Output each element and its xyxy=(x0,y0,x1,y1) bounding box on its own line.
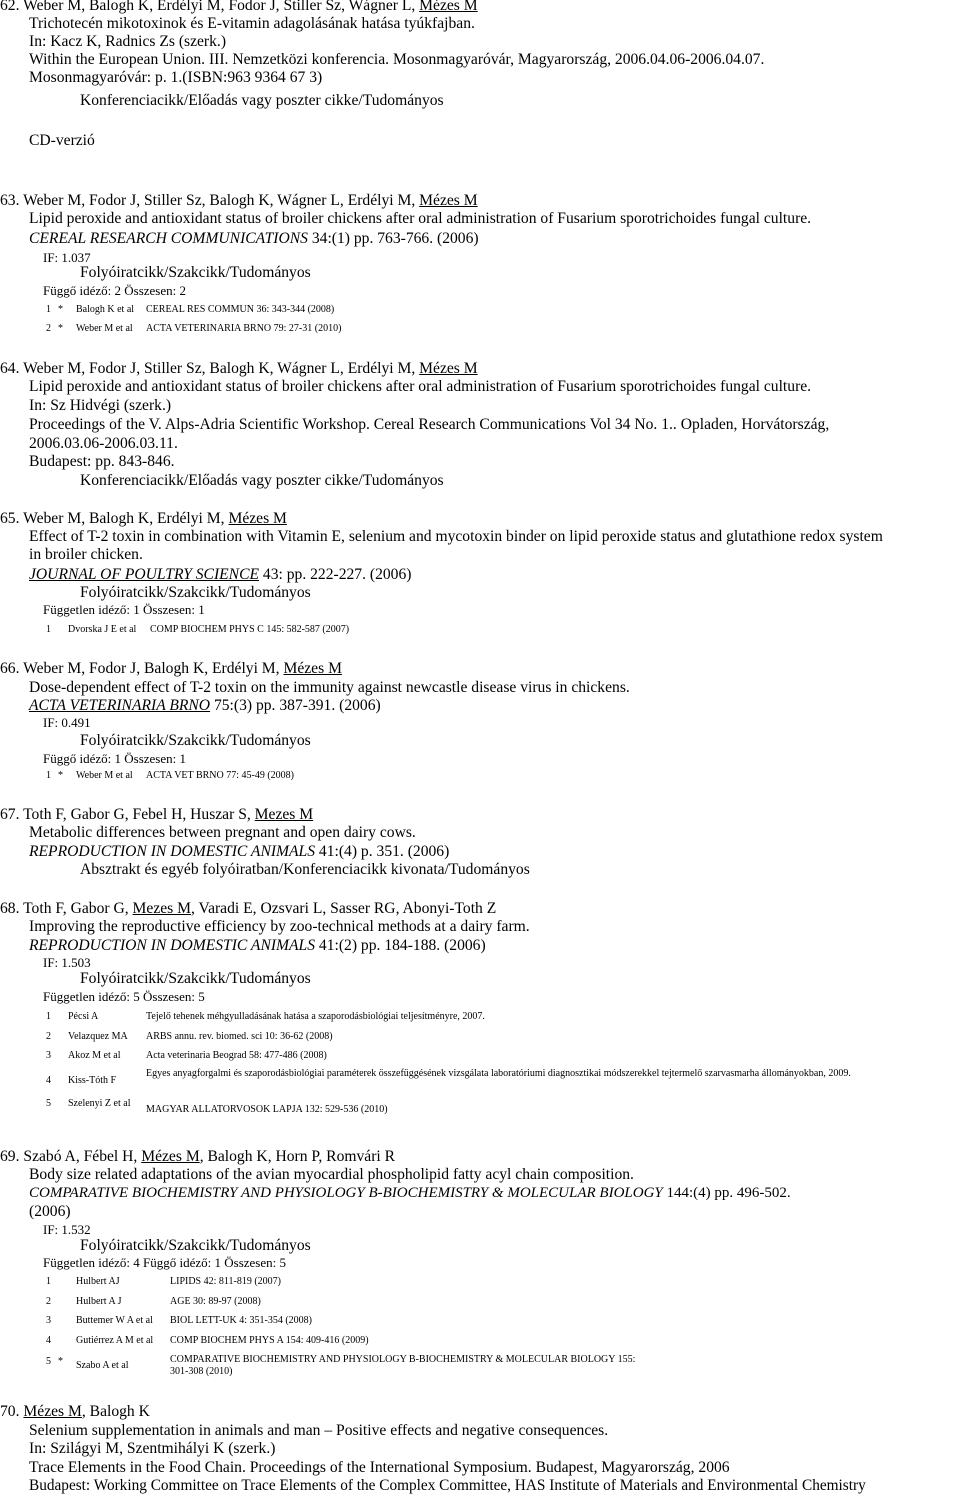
source-line: In: Sz Hidvégi (szerk.) xyxy=(29,397,172,414)
journal-line xyxy=(29,1184,791,1202)
citation-star: * xyxy=(58,304,63,315)
citation-author: Pécsi A xyxy=(68,1011,99,1022)
citation-ref: AGE 30: 89-97 (2008) xyxy=(170,1296,261,1307)
category: Folyóiratcikk/Szakcikk/Tudományos xyxy=(80,732,311,749)
source-line: Trace Elements in the Food Chain. Proceedings of the International Symposium. Budapest, Magyarország, 2006 xyxy=(29,1459,730,1476)
category: Konferenciacikk/Előadás vagy poszter cikke/Tudományos xyxy=(80,92,444,109)
author-link[interactable]: Mézes M xyxy=(141,1148,200,1165)
entry-67-header xyxy=(0,806,313,824)
citation-author: Akoz M et al xyxy=(68,1050,121,1061)
author-link[interactable]: Mézes M xyxy=(23,1403,82,1420)
author-link[interactable]: Mézes M xyxy=(419,0,478,14)
citation-summary: Független idéző: 1 Összesen: 1 xyxy=(43,602,205,617)
source-line: In: Szilágyi M, Szentmihályi K (szerk.) xyxy=(29,1440,276,1457)
journal[interactable]: ACTA VETERINARIA BRNO xyxy=(29,697,211,714)
citation-number: 3 xyxy=(46,1050,51,1061)
category: Folyóiratcikk/Szakcikk/Tudományos xyxy=(80,970,311,987)
author-link[interactable]: Mézes M xyxy=(228,510,287,527)
journal-line xyxy=(29,566,411,584)
journal: CEREAL RESEARCH COMMUNICATIONS xyxy=(29,230,308,247)
category: Folyóiratcikk/Szakcikk/Tudományos xyxy=(80,584,311,601)
title: Improving the reproductive efficiency by zoo-technical methods at a dairy farm. xyxy=(29,918,530,935)
category: Konferenciacikk/Előadás vagy poszter cikke/Tudományos xyxy=(80,472,444,489)
title: Selenium supplementation in animals and man – Positive effects and negative consequences. xyxy=(29,1422,609,1439)
citation-author: Kiss-Tóth F xyxy=(68,1075,117,1086)
entry-number: 66. xyxy=(0,660,20,677)
citation-number: 1 xyxy=(46,304,51,315)
journal-line xyxy=(29,937,486,955)
journal: REPRODUCTION IN DOMESTIC ANIMALS xyxy=(29,843,316,860)
citation-number: 5 xyxy=(46,1356,51,1367)
source-line: Proceedings of the V. Alps-Adria Scientific Workshop. Cereal Research Communications Vol 34 No. 1.. Opladen, Horvátország, xyxy=(29,416,830,433)
citation-summary: Függő idéző: 1 Összesen: 1 xyxy=(43,751,186,766)
citation-author: Szelenyi Z et al xyxy=(68,1098,131,1109)
entry-69-header xyxy=(0,1148,395,1166)
citation-summary: Függő idéző: 2 Összesen: 2 xyxy=(43,283,186,298)
citation-number: 2 xyxy=(46,1296,51,1307)
citation-author: Szabo A et al xyxy=(76,1360,129,1371)
source-line: 2006.03.06-2006.03.11. xyxy=(29,435,178,452)
authors: Toth F, Gabor G, Febel H, Huszar S, xyxy=(23,806,255,823)
citation-number: 1 xyxy=(46,1011,51,1022)
journal-details: 41:(2) pp. 184-188. (2006) xyxy=(315,937,486,954)
entry-64-header xyxy=(0,360,478,378)
category: Folyóiratcikk/Szakcikk/Tudományos xyxy=(80,1237,311,1254)
title: Lipid peroxide and antioxidant status of broiler chickens after oral administration of Fusarium sporotrichoides fungal culture. xyxy=(29,210,812,227)
title: Metabolic differences between pregnant and open dairy cows. xyxy=(29,824,416,841)
citation-ref: ACTA VET BRNO 77: 45-49 (2008) xyxy=(146,770,294,781)
author-link[interactable]: Mezes M xyxy=(254,806,314,823)
entry-number: 67. xyxy=(0,806,20,823)
citation-author: Dvorska J E et al xyxy=(68,624,137,635)
title: Trichotecén mikotoxinok és E-vitamin adagolásának hatása tyúkfajban. xyxy=(29,15,475,32)
journal-line xyxy=(29,843,449,861)
journal-details: 41:(4) p. 351. (2006) xyxy=(315,843,450,860)
journal-line xyxy=(29,230,479,248)
category: Folyóiratcikk/Szakcikk/Tudományos xyxy=(80,264,311,281)
authors: Weber M, Balogh K, Erdélyi M, Fodor J, Stiller Sz, Wágner L, xyxy=(23,0,420,14)
authors-rest: , Varadi E, Ozsvari L, Sasser RG, Abonyi-Toth Z xyxy=(191,900,497,917)
category: Absztrakt és egyéb folyóiratban/Konferenciacikk kivonata/Tudományos xyxy=(80,861,530,878)
entry-62-header xyxy=(0,0,478,15)
authors: Weber M, Balogh K, Erdélyi M, xyxy=(23,510,229,527)
citation-author: Weber M et al xyxy=(76,323,133,334)
authors: Weber M, Fodor J, Balogh K, Erdélyi M, xyxy=(23,660,284,677)
entry-68-header xyxy=(0,900,496,918)
citation-ref: LIPIDS 42: 811-819 (2007) xyxy=(170,1276,282,1287)
citation-number: 3 xyxy=(46,1315,51,1326)
citation-ref: ACTA VETERINARIA BRNO 79: 27-31 (2010) xyxy=(146,323,342,334)
note: CD-verzió xyxy=(29,132,95,149)
source-line: Budapest: pp. 843-846. xyxy=(29,453,175,470)
authors: Szabó A, Fébel H, xyxy=(23,1148,142,1165)
author-link[interactable]: Mezes M xyxy=(132,900,192,917)
citation-summary: Független idéző: 4 Függő idéző: 1 Összesen: 5 xyxy=(43,1255,286,1270)
authors: Weber M, Fodor J, Stiller Sz, Balogh K, Wágner L, Erdélyi M, xyxy=(23,192,420,209)
title-continued: in broiler chicken. xyxy=(29,546,143,563)
citation-number: 5 xyxy=(46,1098,51,1109)
citation-ref: CEREAL RES COMMUN 36: 343-344 (2008) xyxy=(146,304,335,315)
journal-details: 144:(4) pp. 496-502. xyxy=(662,1185,791,1201)
source-line: Budapest: Working Committee on Trace Elements of the Complex Committee, HAS Institute of Materials and Environmental Chemistry xyxy=(29,1477,866,1494)
citation-star: * xyxy=(58,323,63,334)
entry-66-header xyxy=(0,660,342,678)
impact-factor: IF: 1.503 xyxy=(43,955,91,970)
citation-ref: COMP BIOCHEM PHYS A 154: 409-416 (2009) xyxy=(170,1335,369,1346)
citation-ref: Egyes anyagforgalmi és szaporodásbiológiai paraméterek összefüggésének vizsgálata laboratóriumi diagnosztikai módszerekkel tejtermelő szarvasmarha állományokban, 2009. xyxy=(146,1068,851,1079)
impact-factor: IF: 1.532 xyxy=(43,1222,91,1237)
entry-number: 65. xyxy=(0,510,20,527)
citation-number: 2 xyxy=(46,1031,51,1042)
citation-number: 2 xyxy=(46,323,51,334)
authors: Weber M, Fodor J, Stiller Sz, Balogh K, Wágner L, Erdélyi M, xyxy=(23,360,420,377)
citation-number: 4 xyxy=(46,1075,51,1086)
citation-ref: COMP BIOCHEM PHYS C 145: 582-587 (2007) xyxy=(150,624,350,635)
entry-63-header xyxy=(0,192,478,210)
journal-line xyxy=(29,697,381,715)
impact-factor: IF: 0.491 xyxy=(43,715,91,730)
entry-number: 69. xyxy=(0,1148,20,1165)
citation-summary: Független idéző: 5 Összesen: 5 xyxy=(43,989,205,1004)
author-link[interactable]: Mézes M xyxy=(283,660,342,677)
entry-number: 70. xyxy=(0,1403,20,1420)
citation-author: Velazquez MA xyxy=(68,1031,128,1042)
journal[interactable]: JOURNAL OF POULTRY SCIENCE xyxy=(29,566,260,583)
entry-number: 63. xyxy=(0,192,20,209)
citation-star: * xyxy=(58,1356,63,1367)
author-link[interactable]: Mézes M xyxy=(419,360,478,377)
citation-ref: ARBS annu. rev. biomed. sci 10: 36-62 (2008) xyxy=(146,1031,333,1042)
citation-author: Hulbert AJ xyxy=(76,1276,120,1287)
citation-star: * xyxy=(58,770,63,781)
entry-70-header xyxy=(0,1403,150,1421)
source-line: Mosonmagyaróvár: p. 1.(ISBN:963 9364 67 3) xyxy=(29,69,323,86)
entry-number: 68. xyxy=(0,900,20,917)
title: Body size related adaptations of the avian myocardial phospholipid fatty acyl chain composition. xyxy=(29,1166,634,1183)
citation-author: Buttemer W A et al xyxy=(76,1315,153,1326)
authors-rest: , Balogh K, Horn P, Romvári R xyxy=(199,1148,396,1165)
citation-author: Balogh K et al xyxy=(76,304,135,315)
journal-details: 43: pp. 222-227. (2006) xyxy=(259,566,412,583)
impact-factor: IF: 1.037 xyxy=(43,250,91,265)
authors: Toth F, Gabor G, xyxy=(23,900,133,917)
citation-number: 1 xyxy=(46,1276,51,1287)
journal-details: 34:(1) pp. 763-766. (2006) xyxy=(307,230,479,247)
journal: COMPARATIVE BIOCHEMISTRY AND PHYSIOLOGY B-BIOCHEMISTRY & MOLECULAR BIOLOGY xyxy=(29,1185,663,1201)
citation-author: Gutiérrez A M et al xyxy=(76,1335,154,1346)
citation-author: Hulbert A J xyxy=(76,1296,122,1307)
title: Dose-dependent effect of T-2 toxin on the immunity against newcastle disease virus in chickens. xyxy=(29,679,630,696)
authors-rest: , Balogh K xyxy=(81,1403,150,1420)
journal: REPRODUCTION IN DOMESTIC ANIMALS xyxy=(29,937,316,954)
citation-number: 1 xyxy=(46,624,51,635)
entry-65-header xyxy=(0,510,287,528)
title: Effect of T-2 toxin in combination with Vitamin E, selenium and mycotoxin binder on lipid peroxide status and glutathione redox system xyxy=(29,528,883,545)
journal-year: (2006) xyxy=(29,1203,71,1220)
citation-ref: BIOL LETT-UK 4: 351-354 (2008) xyxy=(170,1315,313,1326)
entry-number: 64. xyxy=(0,360,20,377)
title: Lipid peroxide and antioxidant status of broiler chickens after oral administration of Fusarium sporotrichoides fungal culture. xyxy=(29,378,812,395)
citation-author: Weber M et al xyxy=(76,770,133,781)
entry-number: 62. xyxy=(0,0,20,14)
citation-number: 1 xyxy=(46,770,51,781)
journal-details: 75:(3) pp. 387-391. (2006) xyxy=(210,697,381,714)
citation-number: 4 xyxy=(46,1335,51,1346)
author-link[interactable]: Mézes M xyxy=(419,192,478,209)
citation-ref: Acta veterinaria Beograd 58: 477-486 (2008) xyxy=(146,1050,327,1061)
source-line: Within the European Union. III. Nemzetközi konferencia. Mosonmagyaróvár, Magyarország, 2006.04.06-2006.04.07. xyxy=(29,51,765,68)
source-line: In: Kacz K, Radnics Zs (szerk.) xyxy=(29,33,227,50)
citation-ref: COMPARATIVE BIOCHEMISTRY AND PHYSIOLOGY B-BIOCHEMISTRY & MOLECULAR BIOLOGY 155: 301-308 (2010) xyxy=(170,1354,636,1377)
citation-ref: MAGYAR ALLATORVOSOK LAPJA 132: 529-536 (2010) xyxy=(146,1104,388,1115)
citation-ref: Tejelő tehenek méhgyulladásának hatása a szaporodásbiológiai teljesítményre, 2007. xyxy=(146,1011,485,1022)
